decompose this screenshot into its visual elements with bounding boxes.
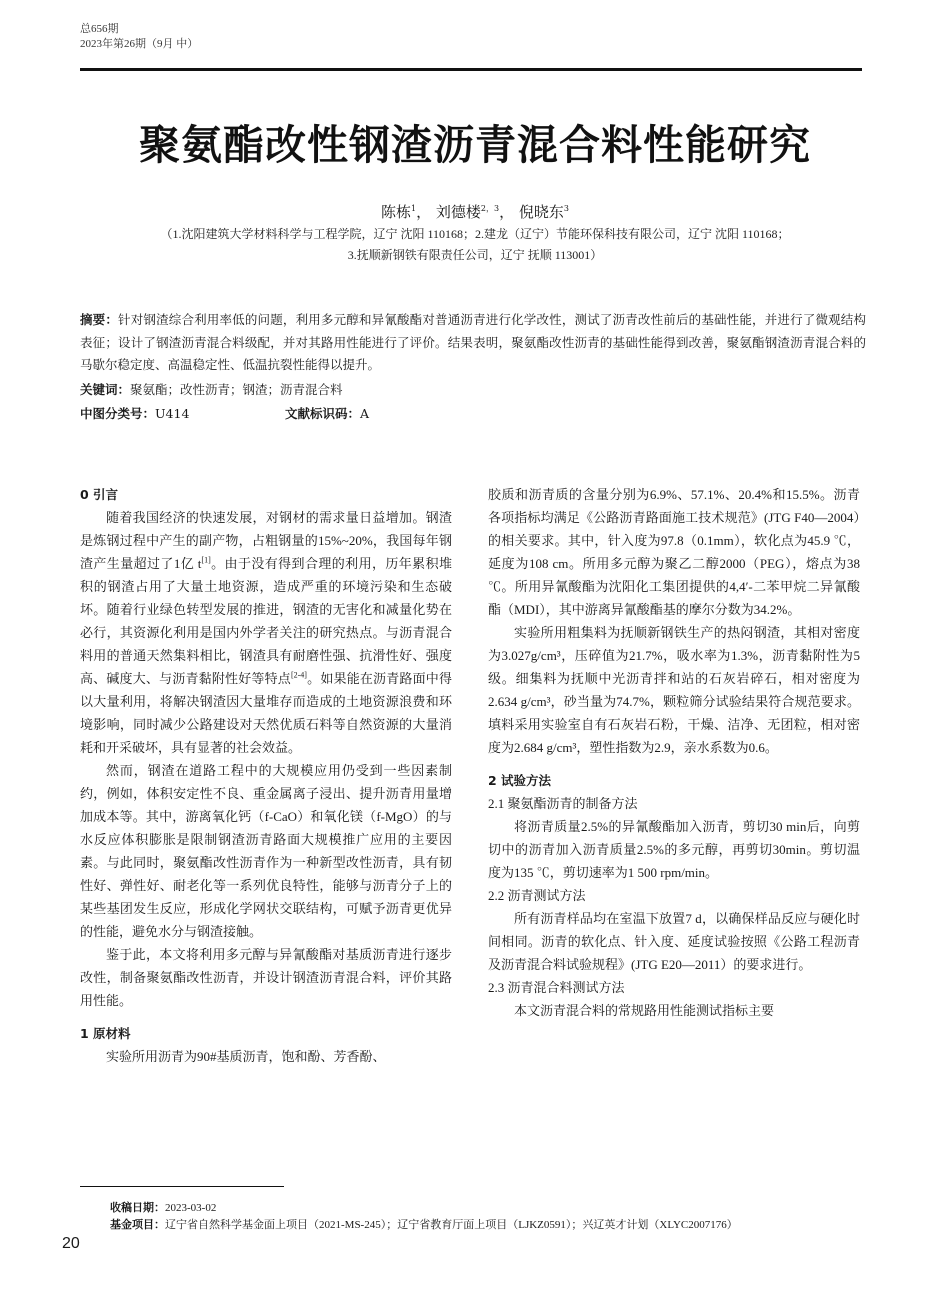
clc-value: U414 <box>155 406 190 421</box>
subsection-heading: 2.1 聚氨酯沥青的制备方法 <box>488 796 638 811</box>
clc-label: 中图分类号： <box>80 406 156 421</box>
paragraph: 所有沥青样品均在室温下放置7 d，以确保样品反应与硬化时间相同。沥青的软化点、针入度、延度试验按照《公路工程沥青及沥青混合料试验规程》(JTG E20—2011）的要求进行。 <box>488 911 860 972</box>
paragraph: 然而，钢渣在道路工程中的大规模应用仍受到一些因素制约，例如，体积安定性不良、重金属离子浸出、提升沥青用量增加成本等。其中，游离氧化钙（f-CaO）和氧化镁（f-MgO）的与水反应体积膨胀是限制钢渣沥青路面大规模推广应用的主要因素。与此同时，聚氨酯改性沥青作为一种新型改性沥青，具有韧性好、弹性好、耐老化等一系列优良特性，能够与沥青分子上的某些基团发生反应，形成化学网状交联结构，可赋予沥青更优异的性能，避免水分与钢渣接触。 <box>80 763 452 939</box>
right-column <box>488 483 860 1022</box>
author-list <box>0 201 950 222</box>
funding-label: 基金项目： <box>110 1218 165 1231</box>
paragraph: 实验所用沥青为90#基质沥青，饱和酚、芳香酚、 <box>106 1049 386 1064</box>
paragraph-text: 。由于没有得到合理的利用，历年累积堆积的钢渣占用了大量土地资源，造成严重的环境污染和生态破坏。随着行业绿色转型发展的推进，钢渣的无害化和减量化势在必行，其资源化利用是国内外学者关注的研究热点。与沥青混合料用的普通天然集料相比，钢渣具有耐磨性强、抗滑性好、强度高、碱度大、与沥青黏附性好等特点 <box>80 556 452 686</box>
citation-ref[interactable]: [1] <box>201 555 211 565</box>
author-affil-mark: 1 <box>411 204 417 213</box>
received-value: 2023-03-02 <box>165 1202 217 1214</box>
paragraph <box>80 506 452 759</box>
doc-code-value: A <box>360 406 370 421</box>
author-name: 倪晓东 <box>518 203 564 221</box>
paragraph: 实验所用粗集料为抚顺新钢铁生产的热闷钢渣，其相对密度为3.027g/cm³，压碎值为21.7%，吸水率为1.3%，沥青黏附性为5级。细集料为抚顺中光沥青拌和站的石灰岩碎石，相对密度为2.634 g/cm³，砂当量为74.7%，颗粒筛分试验结果符合规范要求。填料采用实验室自有石灰岩石粉，干燥、洁净、无团粒，相对密度为2.684 g/cm³，塑性指数为2.9，亲水系数为0.6。 <box>488 625 860 755</box>
abstract <box>80 309 866 377</box>
affiliation-line: 3.抚顺新钢铁有限责任公司，辽宁 抚顺 113001） <box>347 248 603 262</box>
abstract-label: 摘要： <box>80 312 119 327</box>
paragraph: 鉴于此，本文将利用多元醇与异氰酸酯对基质沥青进行逐步改性，制备聚氨酯改性沥青，并设计钢渣沥青混合料，评价其路用性能。 <box>80 947 452 1008</box>
received-label: 收稿日期： <box>110 1201 165 1214</box>
document-code <box>285 404 369 424</box>
keywords <box>80 380 866 400</box>
author-separator: ， <box>499 203 515 221</box>
author-separator: ， <box>416 203 432 221</box>
paragraph: 本文沥青混合料的常规路用性能测试指标主要 <box>514 1003 775 1018</box>
abstract-text: 针对钢渣综合利用率低的问题，利用多元醇和异氰酸酯对普通沥青进行化学改性，测试了沥青改性前后的基础性能，并进行了微观结构表征；设计了钢渣沥青混合料级配，并对其路用性能进行了评价。结果表明，聚氨酯改性沥青的基础性能得到改善，聚氨酯钢渣沥青混合料的马歇尔稳定度、高温稳定性、低温抗裂性能得以提升。 <box>80 312 866 372</box>
section-heading: 1 原材料 <box>80 1026 131 1041</box>
affiliation-line: （1.沈阳建筑大学材料科学与工程学院，辽宁 沈阳 110168；2.建龙（辽宁）节能环保科技有限公司，辽宁 沈阳 110168； <box>160 227 790 241</box>
subsection-heading: 2.2 沥青测试方法 <box>488 888 586 903</box>
doc-code-label: 文献标识码： <box>285 406 361 421</box>
received-date <box>110 1199 216 1217</box>
section-heading: 2 试验方法 <box>488 773 552 788</box>
journal-issue-total: 总656期 <box>80 23 119 35</box>
author-name: 陈栋 <box>380 203 411 221</box>
paper-title: 聚氨酯改性钢渣沥青混合料性能研究 <box>139 121 811 169</box>
keywords-label: 关键词： <box>80 382 131 397</box>
left-column <box>80 483 452 1068</box>
journal-issue-date: 2023年第26期（9月 中） <box>80 38 199 50</box>
author-affil-mark: 2，3 <box>480 204 500 213</box>
paragraph-text: 随着我国经济的快速发展，对钢材的需求量日益增加。钢渣是炼钢过程中产生的副产物，占粗钢量的15%~20%，我国每年钢渣产生量超过了1亿 t <box>80 510 452 571</box>
author-name: 刘德楼 <box>435 203 481 221</box>
header-rule <box>80 68 862 71</box>
paragraph: 将沥青质量2.5%的异氰酸酯加入沥青，剪切30 min后，向剪切中的沥青加入沥青质量2.5%的多元醇，再剪切30min。剪切温度为135 ℃，剪切速率为1 500 rpm/min。 <box>488 819 860 880</box>
citation-ref[interactable]: [2-4] <box>290 670 307 680</box>
author-affil-mark: 3 <box>563 204 569 213</box>
funding <box>110 1216 738 1234</box>
keywords-text: 聚氨酯；改性沥青；钢渣；沥青混合料 <box>130 382 343 397</box>
classification <box>80 404 189 424</box>
footnote-rule <box>80 1186 284 1187</box>
paragraph: 胶质和沥青质的含量分别为6.9%、57.1%、20.4%和15.5%。沥青各项指标均满足《公路沥青路面施工技术规范》(JTG F40—2004）的相关要求。其中，针入度为97.8（0.1mm），软化点为45.9 ℃，延度为108 cm。所用多元醇为聚乙二醇2000（PEG），熔点为38 ℃。所用异氰酸酯为沈阳化工集团提供的4,4′-二苯甲烷二异氰酸酯（MDI），其中游离异氰酸酯基的摩尔分数为34.2%。 <box>488 487 860 617</box>
subsection-heading: 2.3 沥青混合料测试方法 <box>488 980 625 995</box>
paragraph-text: 。如果能在沥青路面中得以大量利用，将解决钢渣因大量堆存而造成的土地资源浪费和环境影响，同时减少公路建设对天然优质石料等自然资源的大量消耗和开采破坏，具有显著的社会效益。 <box>80 671 452 755</box>
section-heading: 0 引言 <box>80 487 119 502</box>
funding-value: 辽宁省自然科学基金面上项目（2021-MS-245）；辽宁省教育厅面上项目（LJKZ0591）；兴辽英才计划（XLYC2007176） <box>165 1219 738 1231</box>
page-number: 20 <box>62 1235 80 1252</box>
